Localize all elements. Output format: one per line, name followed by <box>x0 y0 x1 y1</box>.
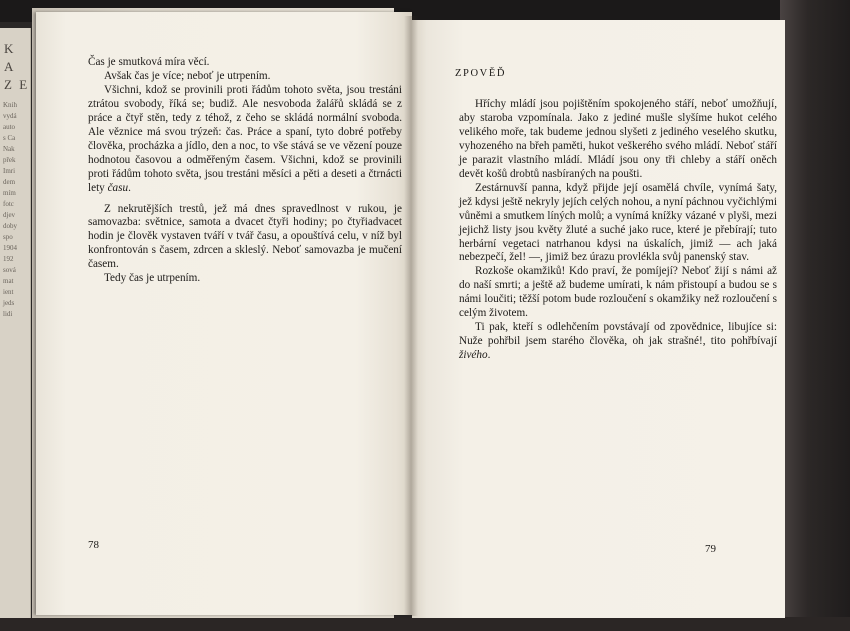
underlying-fragment: sová <box>3 266 16 274</box>
backdrop-right <box>780 0 850 631</box>
paragraph: Čas je smutková míra věcí. <box>88 56 210 68</box>
underlying-fragment: spo <box>3 233 13 241</box>
left-page <box>36 12 412 615</box>
page-number-left: 78 <box>88 539 99 551</box>
paragraph <box>459 321 777 363</box>
paragraph: Rozkoše okamžiků! Kdo praví, že pomíjejí? Neboť žijí s námi až do naší smrti; a ještě až budeme umírati, k nám přistoupí a budou se s námi loučiti; těžší potom bude rozloučení s okamžiky než rozloučení s celým životem. <box>459 265 777 320</box>
underlying-fragment: dem <box>3 178 16 186</box>
underlying-fragment: Knih <box>3 101 17 109</box>
emphasis: času <box>107 181 129 194</box>
underlying-fragment: doby <box>3 222 17 230</box>
page-number-right: 79 <box>705 543 716 555</box>
underlying-fragment: 192 <box>3 255 14 263</box>
underlying-fragment: djev <box>3 211 16 219</box>
underlying-letter: Z E <box>4 77 30 92</box>
underlying-fragment: auto <box>3 123 16 131</box>
book-gutter <box>404 16 418 616</box>
underlying-fragment: lidi <box>3 310 13 318</box>
paragraph-end: . <box>487 349 491 362</box>
chapter-title: ZPOVĚĎ <box>455 68 507 79</box>
underlying-fragment: Imri <box>3 167 16 175</box>
underlying-fragment: jeds <box>3 299 15 307</box>
paragraph-text: Ti pak, kteří s odlehčením povstávají od zpovědnice, libujíce si: Nuže pohřbil jsem starého člověka, oh jak strašné!, tito pohřbívají <box>459 321 777 348</box>
underlying-fragment: fotc <box>3 200 14 208</box>
right-page <box>412 20 785 618</box>
underlying-fragment: mat <box>3 277 14 285</box>
underlying-page-strip <box>0 28 31 618</box>
underlying-fragments <box>3 100 30 320</box>
paragraph: Z nekrutějších trestů, jež má dnes spravedlnost v rukou, je samovazba: světnice, samota a dvacet čtyři hodiny; po čtyřiadvacet hodin je člověk vystaven tváří v tvář času, a opouštívá celu, v níž byl konfrontován s časem, zdrcen a skleslý. Neboť samovazba je mučení časem. <box>88 202 402 271</box>
underlying-fragment: vydá <box>3 112 17 120</box>
paragraph: Hříchy mládí jsou pojištěním spokojeného stáří, neboť umožňují, aby staroba vzpomínala. Jako z jediné mušle slyšíme hukot celého velikého moře, tak budeme jednou slyšeti z jediného veselého skutku, vyhozeného na břeh paměti, hukot veškerého svého mládí. Neboť stáří je parazit vlastního mládí. Mládí jsou ony tři chleby a stáří oněch devět košů drobtů nasbíraných na poušti. <box>459 98 777 180</box>
underlying-fragment: s Ca <box>3 134 16 142</box>
underlying-fragment: přek <box>3 156 16 164</box>
right-page-text <box>459 98 777 363</box>
paragraph: Avšak čas je více; neboť je utrpením. <box>104 69 271 82</box>
backdrop-bottom <box>0 617 850 631</box>
underlying-letters <box>4 40 30 94</box>
paragraph: Tedy čas je utrpením. <box>104 272 201 285</box>
underlying-fragment: 1904 <box>3 244 17 252</box>
underlying-fragment: Nak <box>3 145 15 153</box>
underlying-fragment: ient <box>3 288 14 296</box>
underlying-fragment: mím <box>3 189 16 197</box>
emphasis: živého <box>459 349 488 362</box>
left-page-text <box>88 56 402 286</box>
underlying-letter: K A <box>4 41 16 74</box>
paragraph-end: . <box>128 181 131 194</box>
paragraph <box>88 84 402 196</box>
paragraph-text: Všichni, kdož se provinili proti řádům tohoto světa, jsou trestáni ztrátou svobody, říká se; budiž. Ale nesvoboda žalářů skládá se z práce a čtyř stěn, tedy z téhož, z čeho se skládá normální svoboda. Ale věznice má svou trýzeň: čas. Práce a spaní, tyto dobré potřeby člověka, procházka a jídlo, den a noc, to vše stává se ve vězení pouze hodnotou časovou a odměřeným časem. Všichni, kdož se provinili proti řádům tohoto světa, jsou trestáni měsíci a pěti a deseti a čtrnácti lety <box>88 83 402 194</box>
paragraph: Zestárnuvší panna, když přijde její osamělá chvíle, vynímá šaty, jež kdysi ještě nekryly jejích celých nohou, a nyní páchnou vyčichlými vůněmi a smutkem líných molů; a vynímá knížky vázané v plyši, mezi jejichž listy jsou květy žluté a suché jako ruce, které je přebírají; tuto herbární vegetaci natrhanou kdysi na úskalích, jimiž — ach jaká nebezpečí, žel! —, jimiž bez úrazu provlékla svůj panenský stav. <box>459 181 777 264</box>
